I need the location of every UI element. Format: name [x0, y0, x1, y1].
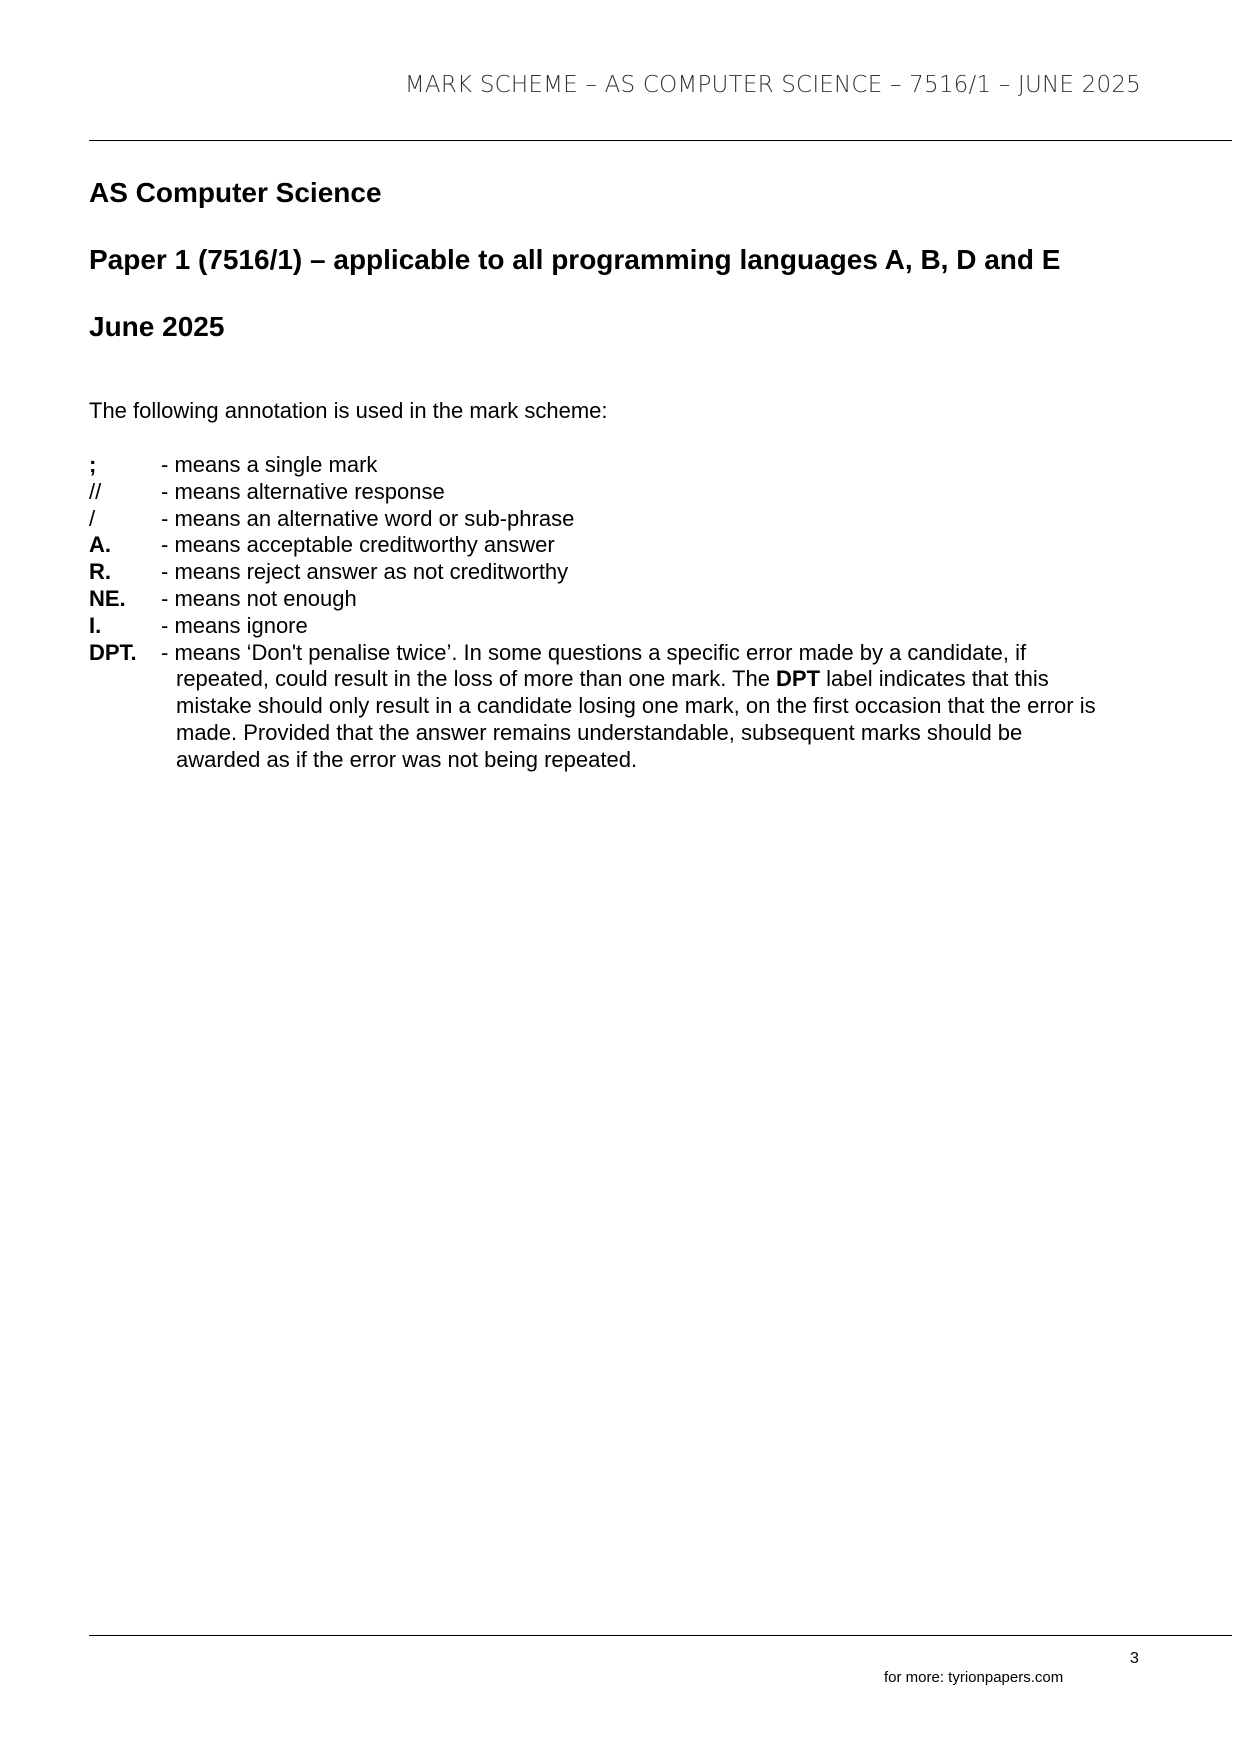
dpt-label: DPT	[776, 666, 821, 692]
annotation-item	[89, 506, 1149, 533]
paper-title: Paper 1 (7516/1) – applicable to all programming languages A, B, D and E	[89, 244, 1061, 275]
header-divider	[89, 140, 1232, 141]
dpt-line-4: made. Provided that the answer remains understandable, subsequent marks should be	[176, 719, 1023, 745]
annotation-description: - means a single mark	[161, 452, 378, 477]
footer-link[interactable]: for more: tyrionpapers.com	[884, 1669, 1064, 1686]
annotation-intro: The following annotation is used in the mark scheme:	[89, 398, 608, 423]
annotation-symbol: NE.	[89, 585, 126, 611]
annotation-item	[89, 479, 1149, 506]
annotation-symbol: R.	[89, 559, 111, 585]
annotation-item	[89, 613, 1149, 640]
annotation-description: - means alternative response	[161, 478, 445, 504]
page-number: 3	[1130, 1650, 1139, 1667]
footer-divider	[89, 1635, 1232, 1636]
annotation-symbol: /	[89, 505, 96, 531]
session-title: June 2025	[89, 311, 225, 342]
dpt-line-3: mistake should only result in a candidate losing one mark, on the first occasion that the error is	[176, 693, 1096, 719]
annotation-description: - means acceptable creditworthy answer	[161, 532, 555, 558]
annotation-symbol: I.	[89, 612, 102, 638]
annotation-symbol: DPT.	[89, 639, 137, 665]
annotation-item-dpt	[89, 640, 1149, 774]
dpt-line-1: - means ‘Don't penalise twice’. In some questions a specific error made by a candidate, if	[161, 639, 1027, 665]
annotation-item	[89, 452, 1149, 479]
annotation-description: - means an alternative word or sub-phrase	[161, 505, 575, 531]
annotation-item	[89, 586, 1149, 613]
running-header: MARK SCHEME – AS COMPUTER SCIENCE – 7516/1 – JUNE 2025	[404, 72, 1141, 98]
course-title: AS Computer Science	[89, 177, 382, 208]
annotation-symbol: ;	[89, 452, 97, 477]
annotation-description	[89, 640, 1149, 774]
annotation-description: - means reject answer as not creditworthy	[161, 559, 569, 585]
annotation-description: - means not enough	[161, 585, 357, 611]
annotation-list	[89, 452, 1149, 774]
annotation-item	[89, 559, 1149, 586]
annotation-item	[89, 532, 1149, 559]
annotation-symbol: A.	[89, 532, 111, 558]
dpt-line-5: awarded as if the error was not being repeated.	[176, 746, 638, 772]
dpt-line-2: repeated, could result in the loss of more than one mark. The DPT label indicates that this	[176, 666, 1049, 692]
annotation-symbol: //	[89, 478, 102, 504]
annotation-description: - means ignore	[161, 612, 308, 638]
